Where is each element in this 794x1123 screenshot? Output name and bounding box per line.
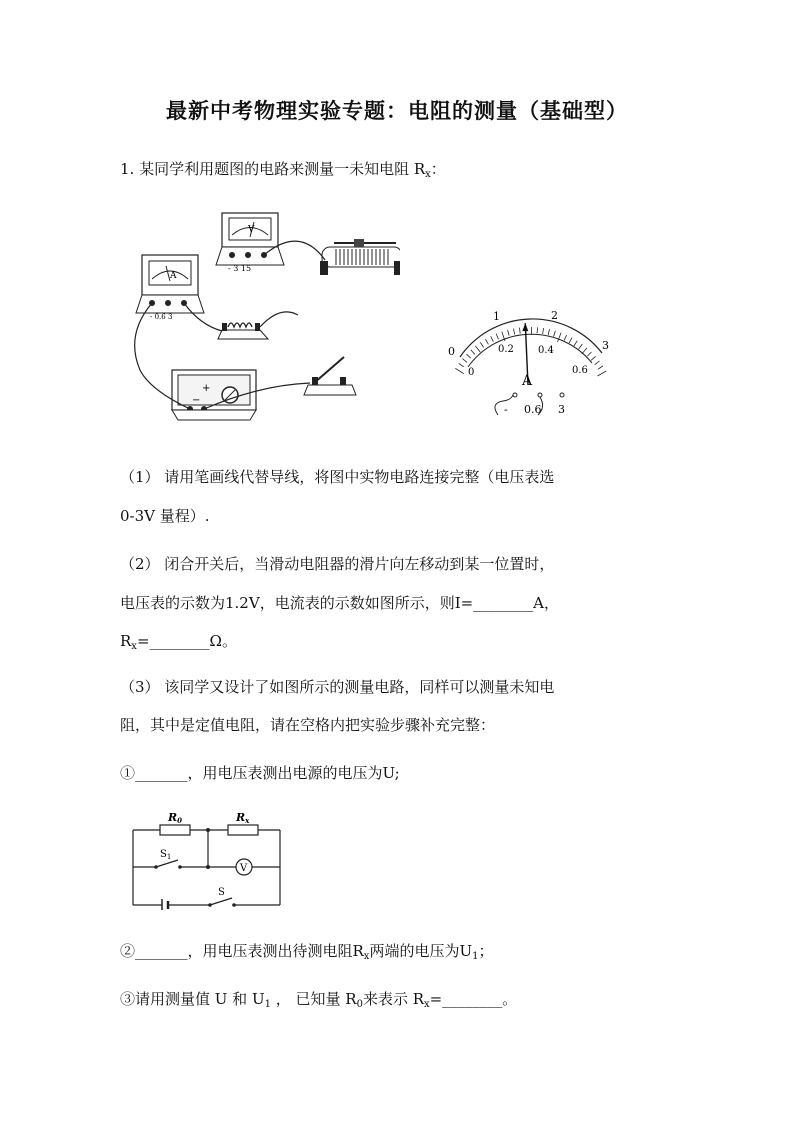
svg-text:V: V [248, 225, 255, 235]
dial-tick [579, 344, 583, 349]
question-1-stem: 1. 某同学利用题图的电路来测量一未知电阻 $R_x$： [120, 160, 446, 180]
dial-tick [519, 328, 520, 334]
part-2-line-2: 电压表的示数为1.2V，电流表的示数如图所示，则I=________A， [120, 594, 560, 612]
dial-tick [595, 361, 600, 365]
dial-tick [558, 333, 562, 342]
dial-tick [471, 350, 475, 354]
dial-tick [480, 342, 483, 347]
dial-tick [574, 341, 577, 346]
inner-scale-3: 0.6 [572, 365, 588, 376]
apparatus-figure [130, 205, 400, 430]
outer-scale-1: 1 [493, 310, 500, 323]
outer-scale-0: 0 [448, 345, 455, 358]
s1-label: $S_1$ [160, 849, 172, 861]
dial-tick [591, 356, 595, 360]
dial-tick [508, 330, 510, 336]
dial-tick [543, 328, 544, 334]
dial-tick [598, 371, 607, 376]
dial-tick [485, 339, 488, 344]
svg-text:−: − [192, 395, 201, 406]
step-3: ③请用测量值 U 和 $U_1$ ， 已知量 $R_0$来表示 $R_x=\_\_\_\_\_\_\_\_$。 [120, 990, 518, 1010]
outer-scale-2: 2 [551, 309, 558, 322]
part-2-line-1: （2） 闭合开关后，当滑动电阻器的滑片向左移动到某一位置时， [120, 555, 555, 573]
part-3-line-2: 阻，其中是定值电阻，请在空格内把实验步骤补充完整： [120, 716, 496, 734]
dial-tick [514, 329, 515, 335]
terminal-neg: - [504, 403, 508, 416]
dial-tick [496, 334, 498, 340]
part-3-line-1: （3） 该同学又设计了如图所示的测量电路，同样可以测量未知电 [120, 678, 555, 696]
dial-tick [587, 352, 591, 356]
step-1: ①_______，用电压表测出电源的电压为U; [120, 764, 400, 782]
dial-unit: A [522, 373, 533, 389]
r0-label: R0 [168, 811, 183, 825]
inner-scale-2: 0.4 [538, 345, 554, 356]
part-1-line-2: 0-3V 量程）. [120, 507, 210, 525]
dial-tick [466, 354, 470, 358]
dial-tick [582, 348, 587, 354]
dial-tick [475, 346, 480, 352]
dial-needle-tip [522, 323, 528, 331]
outer-scale-3: 3 [602, 339, 609, 352]
dial-tick [569, 338, 572, 343]
terminal-0-6: 0.6 [524, 403, 542, 416]
rheostat [320, 239, 400, 275]
svg-text:A: A [170, 271, 177, 281]
step-2: ②_______，用电压表测出待测电阻$R_x$两端的电压为$U_1$； [120, 942, 494, 962]
rx-label: Rx [236, 811, 250, 825]
s-label: S [218, 887, 225, 898]
dial-tick [537, 327, 538, 333]
dial-tick [455, 368, 463, 373]
ammeter-dial [440, 305, 620, 425]
voltmeter [216, 213, 284, 273]
terminal-3: 3 [558, 403, 565, 416]
dial-tick [459, 363, 464, 367]
voltmeter-symbol: V [240, 863, 248, 874]
inner-scale-0: 0 [468, 367, 475, 378]
dial-tick [598, 366, 603, 369]
dial-tick [462, 359, 467, 363]
dial-tick [491, 336, 494, 341]
dial-tick [548, 329, 549, 335]
svg-text:- 0.6 3: - 0.6 3 [150, 313, 173, 321]
dial-tick [564, 335, 566, 340]
resistor-rx [218, 323, 268, 339]
svg-text:- 3 15: - 3 15 [228, 264, 252, 273]
page-title: 最新中考物理实验专题：电阻的测量（基础型） [166, 98, 628, 123]
svg-text:+: + [202, 383, 211, 394]
switch [304, 357, 356, 395]
dial-tick [554, 331, 556, 337]
circuit-diagram [128, 805, 288, 910]
inner-scale-1: 0.2 [498, 344, 514, 355]
part-2-line-3: $R_x=\_\_\_\_\_\_\_\_\Omega$。 [120, 632, 237, 652]
part-1-line-1: （1） 请用笔画线代替导线，将图中实物电路连接完整（电压表选 [120, 468, 555, 486]
